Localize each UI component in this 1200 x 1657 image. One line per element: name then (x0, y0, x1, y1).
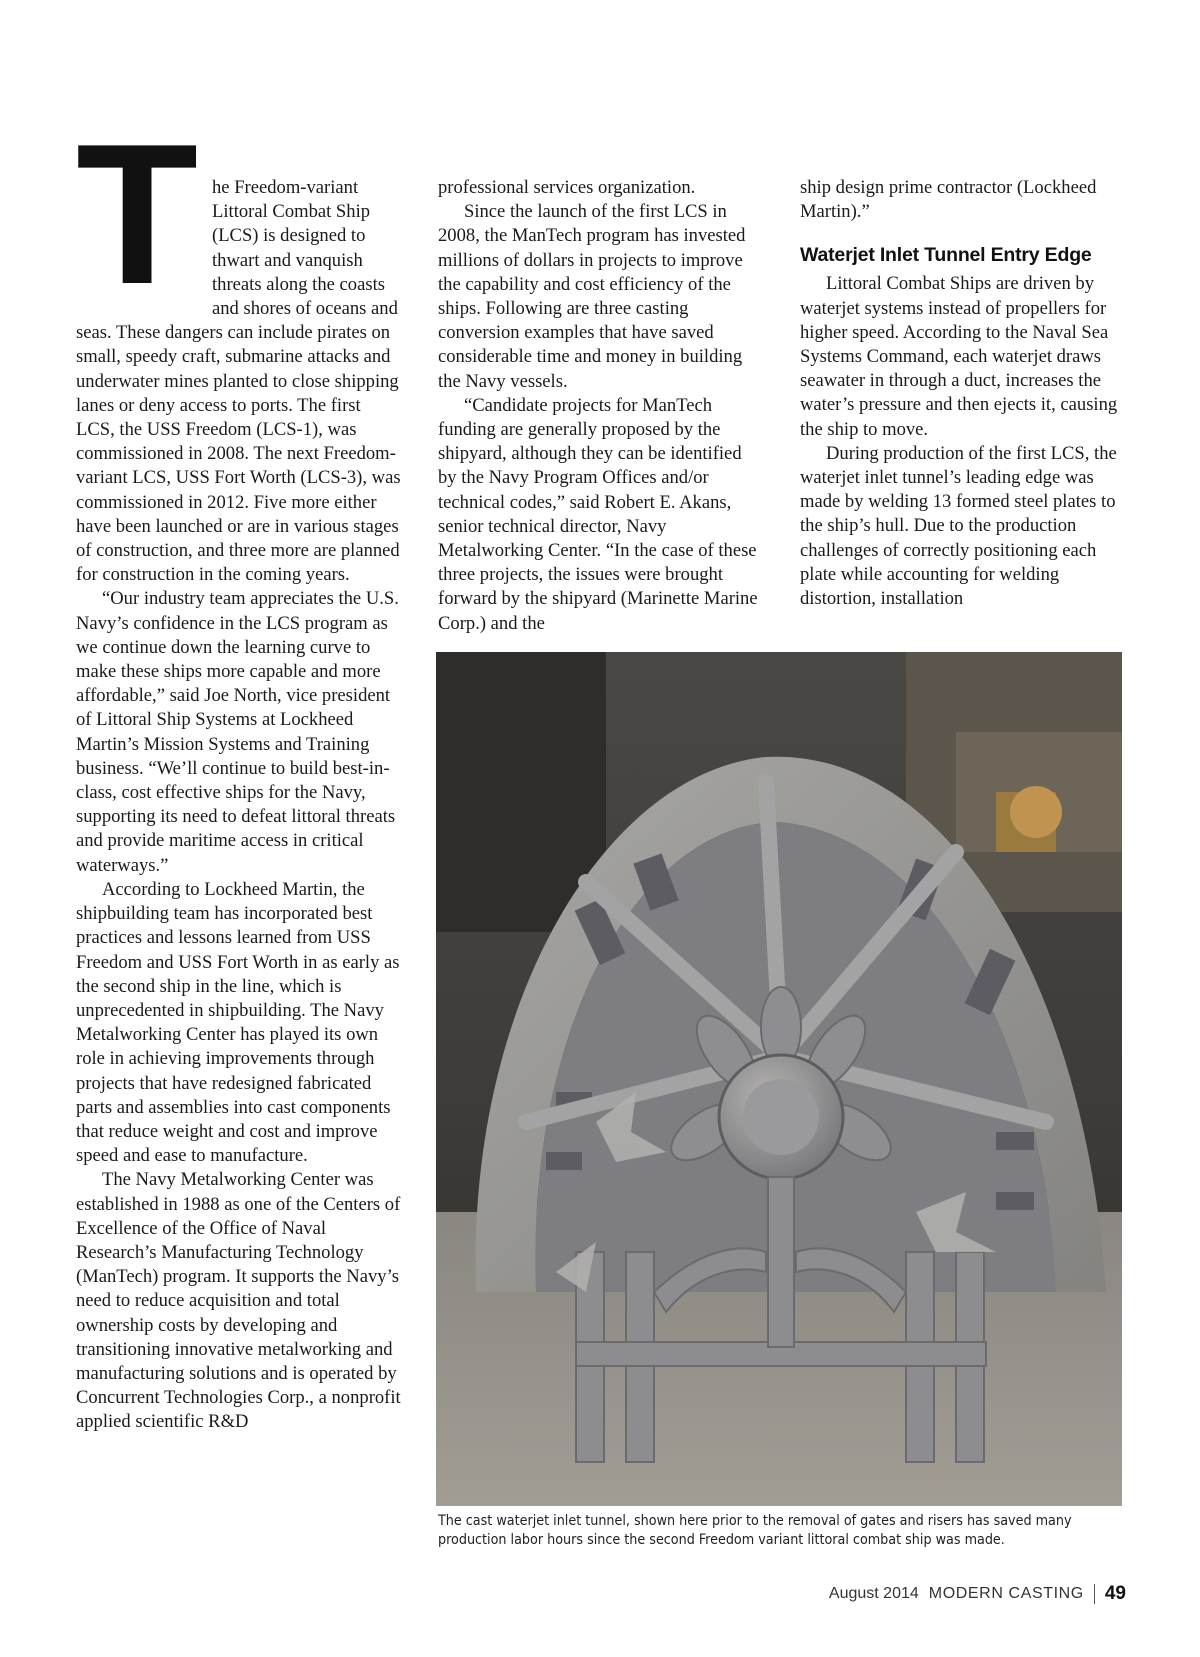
paragraph: According to Lockheed Martin, the shipbuilding team has incorporated best practices and lessons learned from USS Freedom and USS Fort Worth in as early as the second ship in the line, which is unprecedented in shipbuilding. The Navy Metalworking Center has played its own role in achieving improvements through projects that have redesigned fabricated parts and assemblies into cast components that reduce weight and cost and improve speed and ease to manufacture. (76, 878, 400, 1167)
photo-caption: The cast waterjet inlet tunnel, shown here prior to the removal of gates and risers has saved many production labor hours since the second Freedom variant littoral combat ship was made. (438, 1513, 1072, 1548)
article-column-3 (800, 176, 1128, 611)
paragraph: ship design prime contractor (Lockheed Martin).” (800, 177, 1097, 223)
article-column-1 (76, 0, 401, 1560)
section-heading: Waterjet Inlet Tunnel Entry Edge (800, 244, 1092, 267)
paragraph: The Navy Metalworking Center was established in 1988 as one of the Centers of Excellence of the Office of Naval Research’s Manufacturing Technology (ManTech) program. It supports the Navy’s need to reduce acquisition and total ownership costs by developing and transitioning innovative metalworking and manufacturing solutions and is operated by Concurrent Technologies Corp., a nonprofit applied scientific R&D (76, 1169, 401, 1433)
paragraph: “Our industry team appreciates the U.S. Navy’s confidence in the LCS program as we continue down the learning curve to make these ships more capable and more affordable,” said Joe North, vice president of Littoral Ship Systems at Lockheed Martin’s Mission Systems and Training business. “We’ll continue to build best-in-class, cost effective ships for the Navy, supporting its need to defeat littoral threats and provide maritime access in critical waterways.” (76, 588, 399, 876)
drop-cap: T (76, 103, 189, 326)
paragraph: he Freedom-variant Littoral Combat Ship (LCS) is designed to thwart and vanquish threats along the coasts and shores of oceans and seas. These dangers can include pirates on small, speedy craft, submarine attacks and underwater mines planted to close shipping lanes or deny access to ports. The first LCS, the USS Freedom (LCS-1), was commissioned in 2008. The next Freedom-variant LCS, USS Fort Worth (LCS-3), was commissioned in 2012. Five more either have been launched or are in various stages of construction, and three more are planned for construction in the coming years. (76, 177, 401, 586)
paragraph: Littoral Combat Ships are driven by waterjet systems instead of propellers for higher speed. According to the Naval Sea Systems Command, each waterjet draws seawater in through a duct, increases the water’s pressure and then ejects it, causing the ship to move. (800, 273, 1118, 440)
intro-paragraph (76, 0, 401, 587)
waterjet-inlet-tunnel-illustration (436, 652, 1122, 1506)
casting-photo (436, 652, 1122, 1506)
paragraph: “Candidate projects for ManTech funding are generally proposed by the shipyard, although they can be identified by the Navy Program Offices and/or technical codes,” said Robert E. Akans, senior technical director, Navy Metalworking Center. “In the case of these three projects, the issues were brought forward by the shipyard (Marinette Marine Corp.) and the (438, 394, 758, 634)
page-footer (829, 1583, 1126, 1605)
footer-divider (1094, 1584, 1095, 1604)
paragraph: professional services organization. (438, 177, 696, 198)
paragraph: Since the launch of the first LCS in 2008, the ManTech program has invested millions of dollars in projects to improve the capability and cost efficiency of the ships. Following are three casting conversion examples that have saved considerable time and money in building the Navy vessels. (438, 201, 746, 392)
paragraph: During production of the first LCS, the waterjet inlet tunnel’s leading edge was made by welding 13 formed steel plates to the ship’s hull. Due to the production challenges of correctly positioning each plate while accounting for welding distortion, installation (800, 442, 1117, 610)
page-number: 49 (1104, 1583, 1126, 1604)
magazine-name: MODERN CASTING (928, 1585, 1084, 1602)
article-column-2 (438, 176, 760, 636)
issue-date: August 2014 (828, 1585, 919, 1602)
